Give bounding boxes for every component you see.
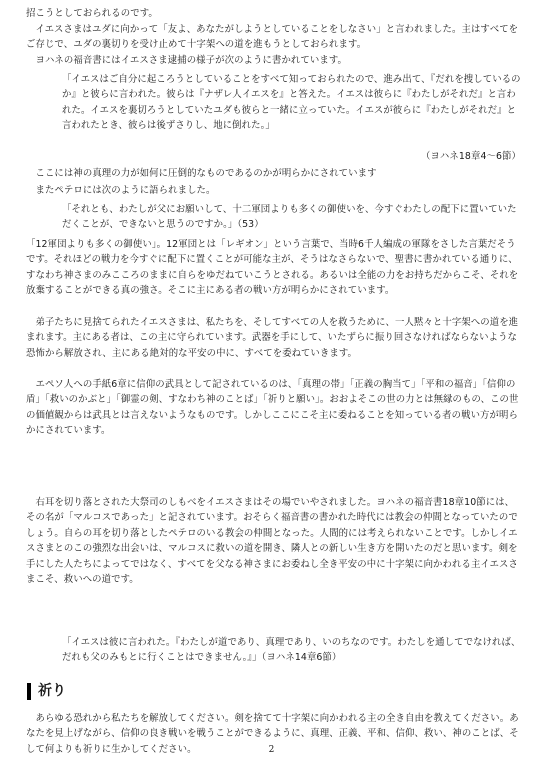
paragraph-malchus: 右耳を切り落とされた大祭司のしもべをイエスさまはその場でいやされました。ヨハネの福音書18章10節には、その名が「マルコスであった」と記されています。おそらく福音書の書かれた時代には教会の仲間となっていたのでしょう。自らの耳を切り落としたペテロのいる教会の仲間となった。人間的には考えられないことです。しかしイエスさまとのこの強烈な出会いは、マルコスに救いの道を開き、隣人との新しい生き方を開いたのだと思います。剣を手にした人たちによってではなく、すべてを父なる神さまにお委ねし全き平安の中に十字架に向かわれる主イエスさまこそ、救いへの道です。 [26, 497, 518, 586]
paragraph-peter: またペテロには次のように語られました。 [26, 185, 216, 196]
quote-reference-john-18: （ヨハネ18章4～6節） [420, 151, 521, 162]
prayer-paragraph: あらゆる恐れから私たちを解放してください。剣を捨てて十字架に向かわれる主の全き自由を教えてください。あなたを見上げながら、信仰の良き戦いを戦うことができるように、真理、正義、平和、信仰、救い、神のことば、そして何よりも祈りに生かしてください。 [26, 713, 519, 755]
paragraph-arrest-intro: ヨハネの福音書にはイエスさま逮捕の様子が次のように書かれています。 [26, 55, 348, 66]
quote-john-14-6: 「イエスは彼に言われた。『わたしが道であり、真理であり、いのちなのです。わたしを通してでなければ、だれも父のみもとに行くことはできません。』」（ヨハネ14章6節） [62, 637, 521, 664]
page-number: 2 [268, 745, 275, 755]
section-marker-bar [27, 683, 31, 700]
quote-john-18-4-6: 「イエスはご自分に起ころうとしていることをすべて知っておられたので、進み出て、『だれを捜しているのか』と彼らに言われた。彼らは『ナザレ人イエスを』と答えた。イエスは彼らに『わたしがそれだ』と言われた。イエスを裏切ろうとしていたユダも彼らと一緒に立っていた。イエスが彼らに『わたしがそれだ』と言われたとき、彼らは後ずさりし、地に倒れた。」 [62, 74, 521, 132]
paragraph-judas: イエスさまはユダに向かって「友よ、あなたがしようとしていることをしなさい」と言われました。主はすべてをご存じで、ユダの裏切りを受け止めて十字架への道を進もうとしておられます。 [26, 24, 519, 51]
paragraph-legion: 「12軍団よりも多くの御使い」。12軍団とは「レギオン」という言葉で、当時6千人編成の軍隊をさした言葉だそうです。それほどの戦力を今すぐに配下に置くことが可能な主が、そうはなさらないで、聖書に書かれている通りに、すなわち神さまのみこころのままに自らをゆだねていこうとされる。あるいは全能の力をお持ちだからこそ、それを放棄することができる真の強さ。そこに主にある者の戦い方が明らかにされています。 [26, 239, 519, 297]
paragraph-intro: 招こうとしておられるのです。 [26, 8, 158, 19]
paragraph-disciples: 弟子たちに見捨てられたイエスさまは、私たちを、そしてすべての人を救うために、一人黙々と十字架への道を進まれます。主にある者は、この主に守られています。武器を手にして、いたずらに振り回さなければならないような恐怖から解放され、主にある絶対的な平安の中に、すべてを委ねていきます。 [26, 317, 519, 359]
section-title-prayer: 祈り [38, 683, 66, 699]
quote-twelve-legions: 「それとも、わたしが父にお願いして、十二軍団よりも多くの御使いを、今すぐわたしの配下に置いていただくことが、できないと思うのですか。」（53） [62, 204, 517, 231]
paragraph-truth-power: ここには神の真理の力が如何に圧倒的なものであるのかが明らかにされています [26, 168, 377, 179]
paragraph-armor-of-god: エペソ人への手紙6章に信仰の武具として記されているのは、「真理の帯」「正義の胸当て」「平和の福音」「信仰の盾」「救いのかぶと」「御霊の剣、すなわち神のことば」「祈りと願い」。おおよそこの世の力とは無縁のもの、この世の価値観からは武具とは言えないようなものです。しかしここにこそ主に委ねることを知っている者の戦い方が明らかにされています。 [26, 379, 519, 437]
